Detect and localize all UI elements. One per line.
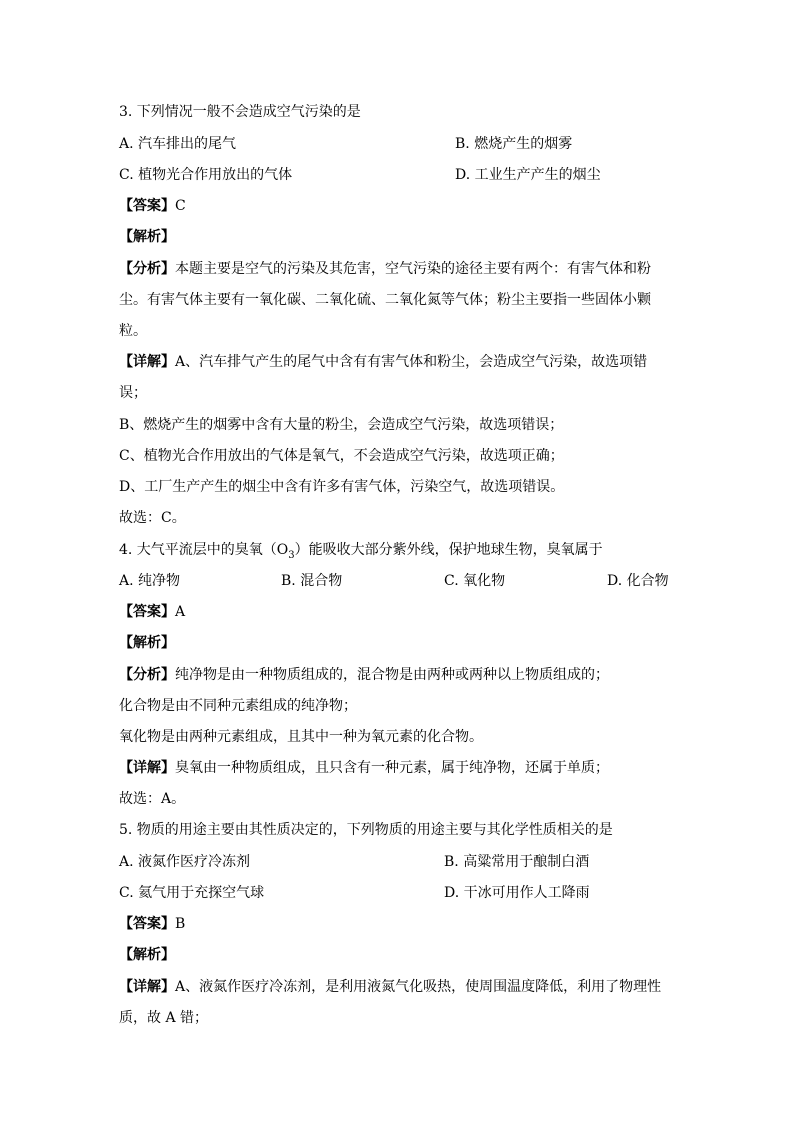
question-3-analysis-tag: 【解析】 xyxy=(119,229,175,245)
question-5-answer xyxy=(119,914,679,934)
option-b: B. 燃烧产生的烟雾 xyxy=(455,136,573,152)
detail-text: 臭氧由一种物质组成，且只含有一种元素，属于纯净物，还属于单质； xyxy=(175,760,609,776)
question-5-analysis-tag: 【解析】 xyxy=(119,947,175,963)
option-d: D. 干冰可用作人工降雨 xyxy=(444,885,590,901)
question-3-fenxi-line-2: 尘。有害气体主要有一氧化碳、二氧化硫、二氧化氮等气体；粉尘主要指一些固体小颗 xyxy=(119,292,651,308)
question-4-analysis-tag: 【解析】 xyxy=(119,635,175,651)
question-4-detail-line-1 xyxy=(119,758,679,778)
option-c: C. 氦气用于充探空气球 xyxy=(119,885,265,901)
question-3-detail-line-1 xyxy=(119,352,679,372)
question-3-options-row-1 xyxy=(119,134,679,154)
option-d: D. 化合物 xyxy=(607,573,669,589)
question-3-stem: 3. 下列情况一般不会造成空气污染的是 xyxy=(119,104,361,120)
option-c: C. 氧化物 xyxy=(444,573,506,589)
detail-tag: 【详解】 xyxy=(119,760,175,776)
question-4-stem xyxy=(119,540,679,560)
question-3-detail-line-4: C、植物光合作用放出的气体是氧气，不会造成空气污染，故选项正确； xyxy=(119,448,564,464)
fenxi-tag: 【分析】 xyxy=(119,667,175,683)
question-3-detail-line-5: D、工厂生产产生的烟尘中含有许多有害气体，污染空气，故选项错误。 xyxy=(119,479,565,495)
detail-text: A、汽车排气产生的尾气中含有有害气体和粉尘，会造成空气污染，故选项错 xyxy=(175,354,648,370)
answer-tag: 【答案】 xyxy=(119,604,175,620)
fenxi-text: 纯净物是由一种物质组成的，混合物是由两种或两种以上物质组成的； xyxy=(175,667,609,683)
question-4-fenxi-line-2: 化合物是由不同种元素组成的纯净物； xyxy=(119,698,357,714)
question-4-fenxi-line-1 xyxy=(119,665,679,685)
detail-tag: 【详解】 xyxy=(119,979,175,995)
question-5-options-row-2 xyxy=(119,883,679,903)
detail-text: A、液氮作医疗冷冻剂，是利用液氮气化吸热，使周围温度降低，利用了物理性 xyxy=(175,979,662,995)
question-3-options-row-2 xyxy=(119,165,679,185)
stem-subscript: 3 xyxy=(288,549,295,561)
question-4-options xyxy=(119,571,679,591)
answer-tag: 【答案】 xyxy=(119,198,175,214)
question-5-detail-line-1 xyxy=(119,977,679,997)
answer-value: B xyxy=(175,916,186,932)
answer-tag: 【答案】 xyxy=(119,916,175,932)
option-a: A. 纯净物 xyxy=(119,573,181,589)
stem-post: ）能吸收大部分紫外线，保护地球生物，臭氧属于 xyxy=(294,542,603,558)
option-c: C. 植物光合作用放出的气体 xyxy=(119,167,293,183)
question-3-conclusion: 故选：C。 xyxy=(119,510,186,526)
question-3-answer xyxy=(119,196,679,216)
detail-tag: 【详解】 xyxy=(119,354,175,370)
question-4-conclusion: 故选：A。 xyxy=(119,791,186,807)
question-5-stem: 5. 物质的用途主要由其性质决定的，下列物质的用途主要与其化学性质相关的是 xyxy=(119,822,613,838)
question-4-answer xyxy=(119,602,679,622)
question-5-options-row-1 xyxy=(119,852,679,872)
option-b: B. 混合物 xyxy=(281,573,343,589)
option-a: A. 汽车排出的尾气 xyxy=(119,136,237,152)
answer-value: A xyxy=(175,604,186,620)
fenxi-text: 本题主要是空气的污染及其危害，空气污染的途径主要有两个：有害气体和粉 xyxy=(175,261,651,277)
fenxi-tag: 【分析】 xyxy=(119,261,175,277)
stem-pre: 4. 大气平流层中的臭氧（O xyxy=(119,542,289,558)
question-3-detail-line-2: 误； xyxy=(119,385,147,401)
option-b: B. 高粱常用于酿制白酒 xyxy=(444,854,590,870)
option-a: A. 液氮作医疗冷冻剂 xyxy=(119,854,251,870)
question-3-fenxi-line-1 xyxy=(119,259,679,279)
option-d: D. 工业生产产生的烟尘 xyxy=(455,167,601,183)
question-4-fenxi-line-3: 氧化物是由两种元素组成，且其中一种为氧元素的化合物。 xyxy=(119,729,483,745)
question-5-detail-line-2: 质，故 A 错； xyxy=(119,1010,209,1026)
question-3-detail-line-3: B、燃烧产生的烟雾中含有大量的粉尘，会造成空气污染，故选项错误； xyxy=(119,417,564,433)
answer-value: C xyxy=(175,198,186,214)
question-3-fenxi-line-3: 粒。 xyxy=(119,323,147,339)
